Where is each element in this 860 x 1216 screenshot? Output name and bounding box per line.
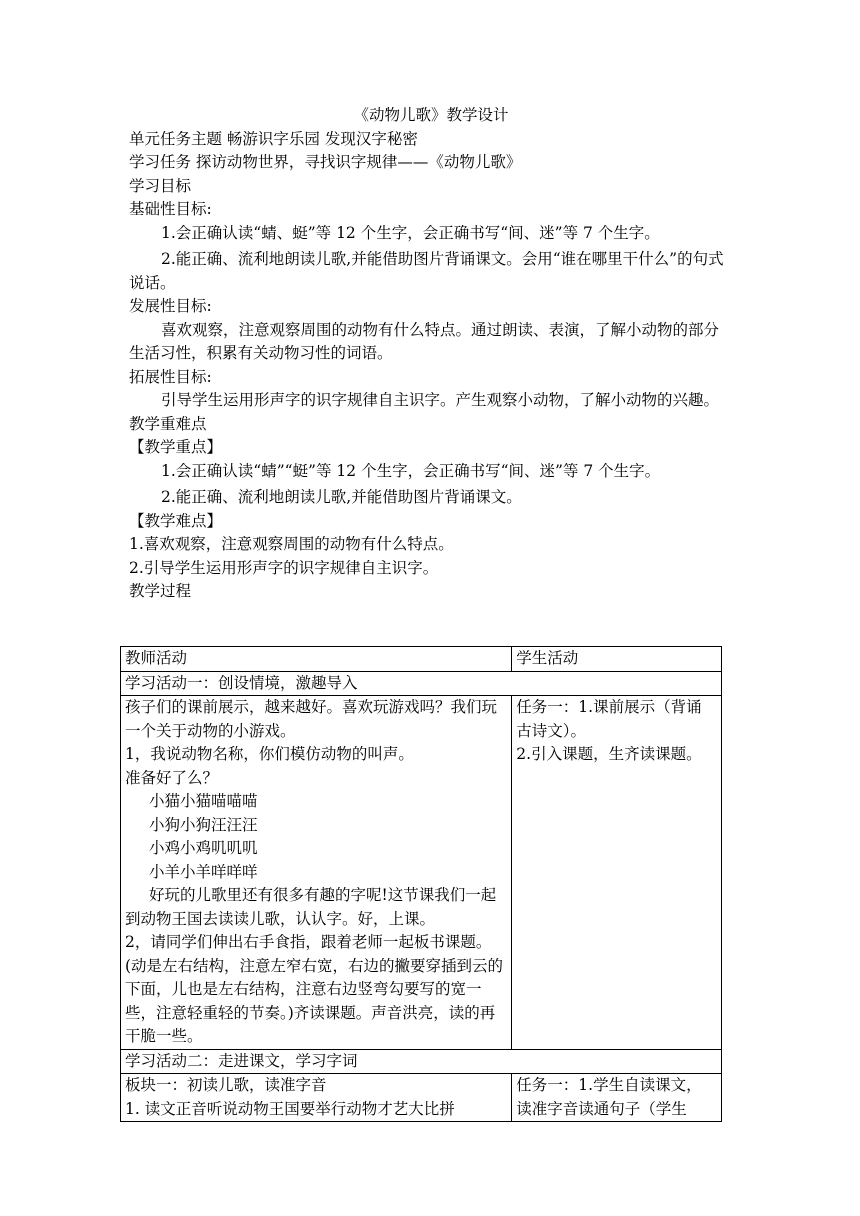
activity2-row xyxy=(121,1074,722,1122)
activity2-title: 学习活动二：走进课文，学习字词 xyxy=(121,1049,722,1074)
difficulty-1: 1.喜欢观察，注意观察周围的动物有什么特点。 xyxy=(129,535,454,553)
activity2-title-row xyxy=(121,1049,722,1074)
activity2-teacher-line: 1. 读文正音听说动物王国要举行动物才艺大比拼 xyxy=(125,1099,455,1118)
activity1-teacher-line: 孩子们的课前展示，越来越好。喜欢玩游戏吗？我们玩一个关于动物的小游戏。 xyxy=(125,698,498,740)
activity2-teacher-cell xyxy=(121,1074,512,1122)
basic-goal-2: 2.能正确、流利地朗读儿歌,并能借助图片背诵课文。会用“谁在哪里干什么”的句式说话。 xyxy=(129,250,724,292)
goals-heading: 学习目标 xyxy=(129,176,192,195)
focus-heading: 【教学重点】 xyxy=(129,438,223,456)
basic-goal-1: 1.会正确认读“蜻、蜓”等 12 个生字，会正确书写“间、迷”等 7 个生字。 xyxy=(161,223,660,242)
header-student: 学生活动 xyxy=(512,647,722,672)
activity2-student-cell xyxy=(512,1074,722,1122)
activity1-teacher-line: 好玩的儿歌里还有很多有趣的字呢!这节课我们一起到动物王国去读读儿歌，认认字。好，上课。 xyxy=(125,886,497,928)
activity1-teacher-line: 1，我说动物名称，你们模仿动物的叫声。 xyxy=(125,745,414,763)
activity1-title-row xyxy=(121,671,722,696)
basic-goals-heading: 基础性目标: xyxy=(129,200,212,218)
keypoints-heading: 教学重难点 xyxy=(129,414,207,433)
page-title: 《动物儿歌》教学设计 xyxy=(353,106,509,124)
unit-theme: 单元任务主题 畅游识字乐园 发现汉字秘密 xyxy=(129,129,418,148)
document-body xyxy=(129,104,733,604)
activity1-row xyxy=(121,696,722,1050)
activity1-teacher-line: 小猫小猫喵喵喵 xyxy=(149,792,258,810)
ext-goals-heading: 拓展性目标: xyxy=(129,367,212,386)
activity1-teacher-line: 小羊小羊咩咩咩 xyxy=(149,862,258,881)
ext-goal-1: 引导学生运用形声字的识字规律自主识字。产生观察小动物，了解小动物的兴趣。 xyxy=(161,391,720,409)
dev-goal-1: 喜欢观察，注意观察周围的动物有什么特点。通过朗读、表演，了解小动物的部分生活习性，积累有关动物习性的词语。 xyxy=(129,320,720,362)
activity1-student-line: 2.引入课题，生齐读课题。 xyxy=(516,745,702,763)
focus-1: 1.会正确认读“蜻”“蜓”等 12 个生字，会正确书写“间、迷”等 7 个生字。 xyxy=(161,461,661,480)
process-table xyxy=(120,646,722,1122)
activity1-teacher-line: 小鸡小鸡叽叽叽 xyxy=(149,839,258,857)
header-teacher: 教师活动 xyxy=(121,647,512,672)
activity1-student-line: 任务一：1.课前展示（背诵古诗文）。 xyxy=(516,698,702,740)
activity1-teacher-cell xyxy=(121,696,512,1050)
process-heading: 教学过程 xyxy=(129,582,192,600)
table-header-row xyxy=(121,647,722,672)
activity1-teacher-line: 准备好了么？ xyxy=(125,768,219,787)
difficulty-heading: 【教学难点】 xyxy=(129,511,223,530)
activity1-teacher-line: 2，请同学们伸出右手食指，跟着老师一起板书课题。(动是左右结构，注意左窄右宽，右边的撇要穿插到云的下面，儿也是左右结构，注意右边竖弯勾要写的宽一些，注意轻重轻的节奏。)齐读课题。声音洪亮，读的再干脆一些。 xyxy=(125,933,504,1045)
difficulty-2: 2.引导学生运用形声字的识字规律自主识字。 xyxy=(129,558,439,577)
dev-goals-heading: 发展性目标: xyxy=(129,297,212,315)
activity2-student-line: 任务一：1.学生自读课文，读准字音读通句子（学生 xyxy=(516,1076,702,1118)
activity2-teacher-line: 板块一：初读儿歌，读准字音 xyxy=(125,1076,327,1094)
learning-task: 学习任务 探访动物世界，寻找识字规律——《动物儿歌》 xyxy=(129,153,522,171)
activity1-student-cell xyxy=(512,696,722,1050)
activity1-title: 学习活动一：创设情境，激趣导入 xyxy=(121,671,722,696)
focus-2: 2.能正确、流利地朗读儿歌,并能借助图片背诵课文。 xyxy=(161,488,522,506)
activity1-teacher-line: 小狗小狗汪汪汪 xyxy=(149,815,258,834)
